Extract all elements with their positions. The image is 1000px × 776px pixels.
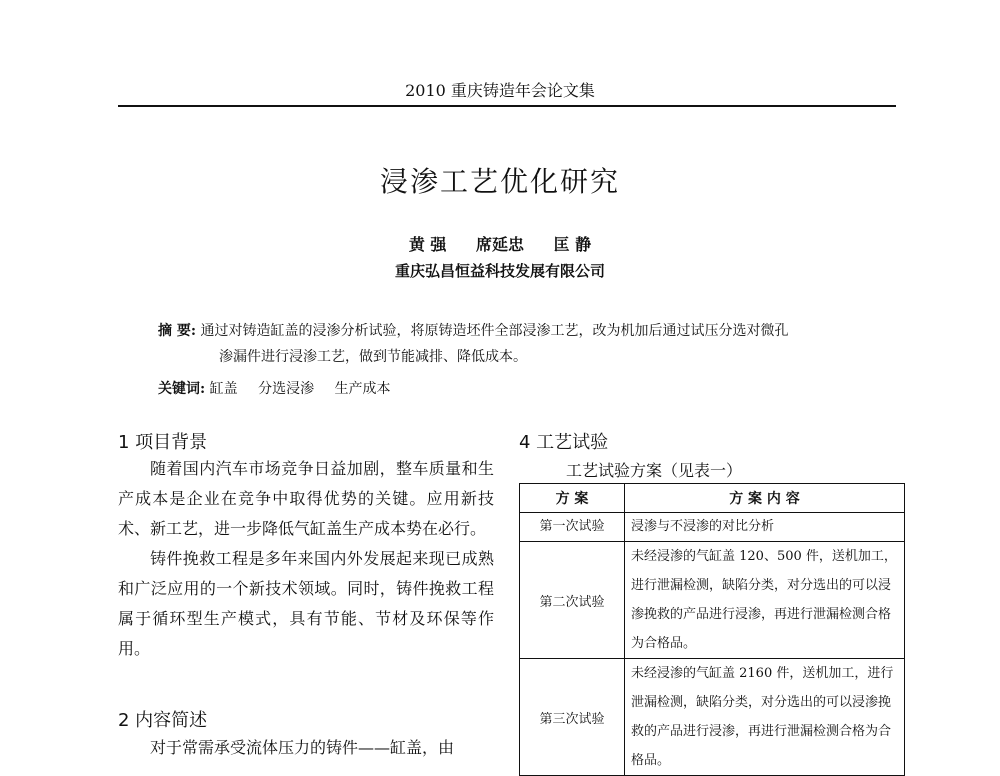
paragraph: 对于常需承受流体压力的铸件——缸盖，由 [150,738,455,757]
author-name: 匡 静 [553,235,592,254]
paper-title: 浸渗工艺优化研究 [379,165,620,198]
author-list [0,232,1000,255]
section-heading: 1 项目背景 [118,432,208,453]
table-header-cell: 方 案 [520,484,625,513]
author-name: 黄 强 [408,235,447,254]
table-cell: 未经浸渗的气缸盖 120、500 件，送机加工，进行泄漏检测，缺陷分类，对分选出的可以浸渗挽救的产品进行浸渗，再进行泄漏检测合格为合格品。 [625,542,905,659]
author-name: 席延忠 [475,235,524,254]
section-heading: 2 内容简述 [118,710,208,731]
table-cell: 第三次试验 [520,659,625,776]
table-header-row [520,484,905,513]
table-cell: 第一次试验 [520,513,625,542]
abstract-line [158,318,878,344]
abstract-label: 摘 要: [158,323,197,339]
table-cell: 浸渗与不浸渗的对比分析 [625,513,905,542]
header-divider [118,105,896,107]
keywords [158,378,878,398]
table-cell: 未经浸渗的气缸盖 2160 件，送机加工，进行泄漏检测，缺陷分类，对分选出的可以浸渗挽救的产品进行浸渗，再进行泄漏检测合格为合格品。 [625,659,905,776]
author-affiliation: 重庆弘昌恒益科技发展有限公司 [394,262,605,280]
table-row [520,513,905,542]
running-header: 2010 重庆铸造年会论文集 [405,81,595,100]
section-body [118,733,494,763]
paragraph: 随着国内汽车市场竞争日益加剧，整车质量和生产成本是企业在竞争中取得优势的关键。应用新技术、新工艺，进一步降低气缸盖生产成本势在必行。 [118,459,494,538]
table-header-cell: 方 案 内 容 [625,484,905,513]
section-body [118,454,494,664]
table-row [520,659,905,776]
keyword: 分选浸渗 [258,381,315,397]
table-caption: 工艺试验方案（见表一） [566,461,743,480]
experiment-table [519,483,905,776]
keyword: 缸盖 [209,381,238,397]
keyword: 生产成本 [334,381,391,397]
abstract-text: 通过对铸造缸盖的浸渗分析试验，将原铸造坯件全部浸渗工艺，改为机加后通过试压分选对微孔 [200,323,789,339]
abstract-text: 渗漏件进行浸渗工艺，做到节能减排、降低成本。 [219,349,527,365]
paragraph: 铸件挽救工程是多年来国内外发展起来现已成熟和广泛应用的一个新技术领域。同时，铸件挽救工程属于循环型生产模式，具有节能、节材及环保等作用。 [118,549,494,658]
table-row [520,542,905,659]
keywords-label: 关键词: [158,381,206,397]
table-cell: 第二次试验 [520,542,625,659]
section-heading: 4 工艺试验 [519,432,609,453]
abstract [158,318,878,370]
